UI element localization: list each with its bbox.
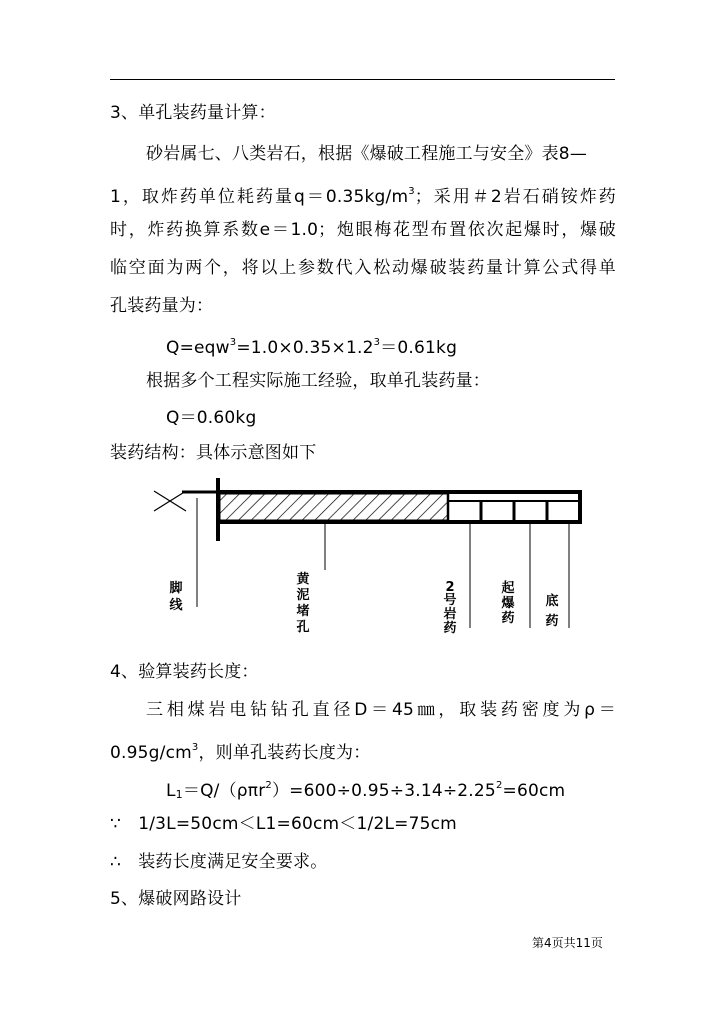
label-bottom-charge-0: 底	[545, 594, 559, 609]
section-4-heading: 4、验算装药长度：	[110, 662, 259, 682]
because-line: ∵ 1/3L=50cm＜L1=60cm＜1/2L=75cm	[110, 814, 457, 834]
label-rock-explosive-3: 药	[443, 621, 457, 635]
label-rock-explosive-2: 岩	[443, 607, 457, 622]
charge-result: Q＝0.60kg	[166, 408, 257, 428]
experience-para: 根据多个工程实际施工经验，取单孔装药量：	[146, 371, 490, 391]
para-line-3: 时，炸药换算系数e＝1.0；炮眼梅花型布置依次起爆时，爆破	[110, 220, 616, 240]
label-clay-plug-0: 黄	[296, 572, 310, 587]
para-line-1: 砂岩属七、八类岩石，根据《爆破工程施工与安全》表8—	[146, 144, 588, 164]
label-foot-wire-1: 线	[169, 598, 183, 613]
label-rock-explosive-0: 2	[445, 580, 455, 595]
label-rock-explosive-1: 号	[443, 593, 457, 608]
length-formula: $L1=Q/(\rho\pi r^2)=600\div 0.95\div 3.14\div 2.25^2=60cm$	[166, 780, 566, 801]
para-line-5: 孔装药量为：	[110, 296, 214, 316]
therefore-line: ∴ 装药长度满足安全要求。	[110, 852, 328, 872]
clay-plug-fill	[220, 494, 448, 520]
label-primer-2: 药	[501, 611, 515, 626]
structure-title: 装药结构：具体示意图如下	[110, 443, 317, 463]
section-3-heading: 3、单孔装药量计算：	[110, 103, 276, 123]
label-clay-plug-3: 孔	[296, 620, 310, 635]
charge-formula: $Q=eqw^3=1.0\times 0.35\times 1.2^3=0.61kg$	[166, 337, 458, 358]
label-foot-wire-0: 脚	[169, 581, 183, 596]
label-clay-plug-1: 泥	[296, 588, 310, 603]
page-footer: 第4页共11页	[532, 936, 603, 950]
label-primer-0: 起	[501, 581, 515, 596]
charge-structure-diagram	[110, 470, 590, 635]
section-5-heading: 5、爆破网路设计	[110, 889, 242, 909]
drill-para-line-2: $0.95g/cm^3$，则单孔装药长度为：	[110, 742, 371, 763]
para-line-4: 临空面为两个，将以上参数代入松动爆破装药量计算公式得单	[110, 258, 616, 278]
label-clay-plug-2: 堵	[296, 604, 310, 619]
label-bottom-charge-1: 药	[545, 614, 559, 629]
header-rule	[110, 79, 615, 80]
label-primer-1: 爆	[501, 596, 515, 611]
drill-para-line-1: 三相煤岩电钻钻孔直径D＝45㎜，取装药密度为ρ＝	[146, 700, 616, 720]
para-line-2: 1，取炸药单位耗药量$q=0.35kg/m^3$；采用＃2岩石硝铵炸药	[110, 186, 616, 207]
